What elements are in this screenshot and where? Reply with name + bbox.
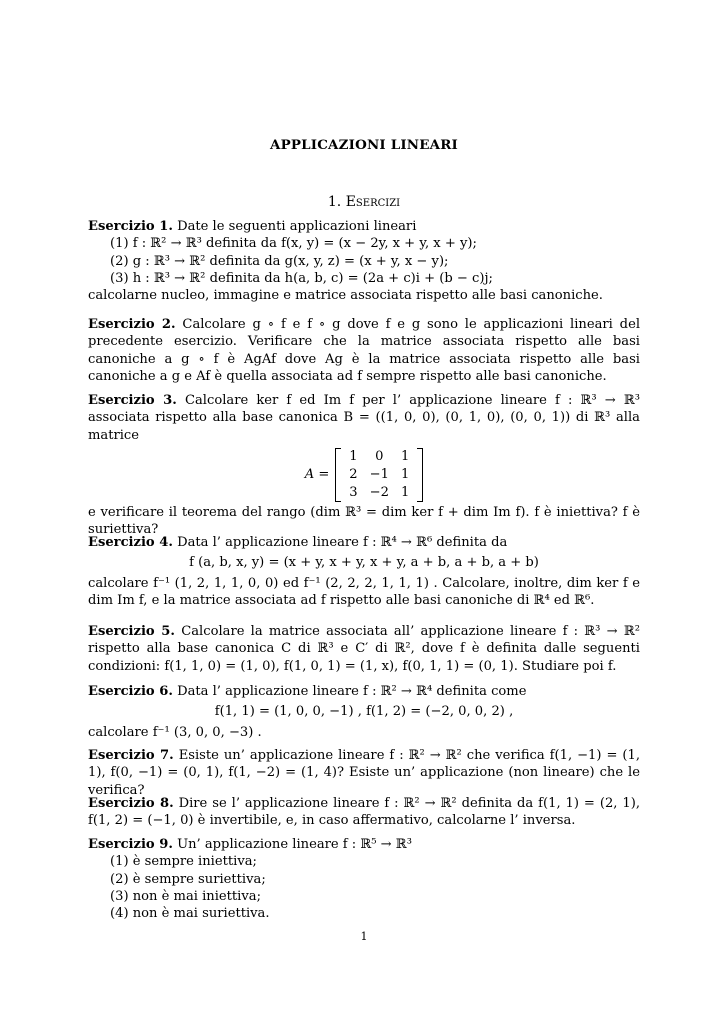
exercise-text: Data l’ applicazione lineare f : ℝ² → ℝ⁴ definita come: [177, 684, 527, 699]
exercise-label: Esercizio 4.: [88, 535, 173, 550]
exercise-8: [88, 795, 640, 830]
exercise-label: Esercizio 6.: [88, 684, 173, 699]
matrix-a: [335, 448, 423, 502]
exercise-label: Esercizio 1.: [88, 219, 173, 234]
matrix-cell: 1: [400, 449, 410, 465]
exercise-intro: Date le seguenti applicazioni lineari: [177, 219, 417, 234]
section-name: Esercizi: [345, 194, 401, 210]
item-list: [88, 235, 640, 287]
list-item: (3) non è mai iniettiva;: [110, 888, 261, 904]
list-item: (1) f : ℝ² → ℝ³ definita da f(x, y) = (x − 2y, x + y, x + y);: [110, 236, 477, 252]
exercise-label: Esercizio 7.: [88, 748, 174, 763]
exercise-7: [88, 747, 640, 799]
list-item: (4) non è mai suriettiva.: [110, 906, 270, 922]
list-item: (2) è sempre suriettiva;: [110, 871, 266, 887]
list-item: (3) h : ℝ³ → ℝ² definita da h(a, b, c) = (2a + c)i + (b − c)j;: [110, 270, 493, 286]
exercise-outro: calcolare f⁻¹ (3, 0, 0, −3) .: [88, 724, 262, 740]
matrix-cell: −2: [369, 485, 389, 501]
page-number: 1: [360, 930, 368, 943]
exercise-text: Esiste un’ applicazione lineare f : ℝ² → ℝ² che verifica f(1, −1) = (1, 1), f(0, −1) = (0, 1), f(1, −2) = (1, 4)? Esiste un’ applicazione (non lineare) che le verifica?: [88, 748, 640, 798]
exercise-label: Esercizio 2.: [88, 317, 176, 332]
matrix-cell: 0: [375, 449, 384, 465]
exercise-1: [88, 218, 640, 304]
section-heading: [88, 194, 640, 210]
display-equation: f(1, 1) = (1, 0, 0, −1) , f(1, 2) = (−2, 0, 0, 2) ,: [214, 704, 514, 720]
exercise-label: Esercizio 5.: [88, 624, 175, 639]
exercise-3: [88, 392, 640, 538]
exercise-2: [88, 316, 640, 385]
exercise-text: Dire se l’ applicazione lineare f : ℝ² → ℝ² definita da f(1, 1) = (2, 1), f(1, 2) = (−1, 0) è invertibile, e, in caso affermativo, calcolarne l’ inversa.: [88, 796, 640, 829]
exercise-text: Data l’ applicazione lineare f : ℝ⁴ → ℝ⁶ definita da: [177, 535, 508, 550]
display-equation: f (a, b, x, y) = (x + y, x + y, x + y, a + b, a + b, a + b): [189, 555, 539, 571]
exercise-text: Calcolare la matrice associata all’ applicazione lineare f : ℝ³ → ℝ² rispetto alla base canonica C di ℝ³ e C′ di ℝ², dove f è definita dalle seguenti condizioni: f(1, 1, 0) = (1, 0), f(1, 0, 1) = (1, x), f(0, 1, 1) = (0, 1). Studiare poi f.: [88, 624, 640, 674]
matrix-cell: 1: [400, 467, 410, 483]
matrix-cell: 1: [349, 449, 358, 465]
exercise-label: Esercizio 3.: [88, 393, 177, 408]
list-item: (2) g : ℝ³ → ℝ² definita da g(x, y, z) = (x + y, x − y);: [110, 253, 449, 269]
list-item: (1) è sempre iniettiva;: [110, 854, 257, 870]
exercise-label: Esercizio 9.: [88, 837, 173, 852]
exercise-text: Calcolare g ∘ f e f ∘ g dove f e g sono le applicazioni lineari del precedente esercizio. Verificare che la matrice associata rispetto alle basi canoniche a g ∘ f è AgAf dove Ag è la matrice associata rispetto alle basi canoniche a g e Af è quella associata ad f sempre rispetto alle basi canoniche.: [88, 317, 641, 384]
item-list: [88, 853, 640, 922]
matrix-display: [88, 448, 640, 502]
exercise-outro: e verificare il teorema del rango (dim ℝ³ = dim ker f + dim Im f). f è iniettiva? f è suriettiva?: [88, 504, 640, 538]
exercise-outro: calcolare f⁻¹ (1, 2, 1, 1, 0, 0) ed f⁻¹ (2, 2, 2, 1, 1, 1) . Calcolare, inoltre, dim ker f e dim Im f, e la matrice associata ad f rispetto alle basi canoniche di ℝ⁴ ed ℝ⁶.: [88, 575, 640, 608]
matrix-cell: −1: [369, 467, 389, 483]
exercise-outro: calcolarne nucleo, immagine e matrice associata rispetto alle basi canoniche.: [88, 288, 603, 304]
exercise-text: Calcolare ker f ed Im f per l’ applicazione lineare f : ℝ³ → ℝ³ associata rispetto alla base canonica B = ((1, 0, 0), (0, 1, 0), (0, 0, 1)) di ℝ³ alla matrice: [88, 393, 640, 443]
matrix-cell: 1: [400, 485, 410, 501]
exercise-5: [88, 623, 640, 675]
section-number: 1.: [327, 194, 342, 210]
exercise-label: Esercizio 8.: [88, 796, 174, 811]
matrix-cell: 3: [349, 485, 358, 501]
exercise-4: [88, 534, 640, 609]
document-title: APPLICAZIONI LINEARI: [269, 137, 459, 153]
matrix-cell: 2: [349, 467, 358, 483]
exercise-text: Un’ applicazione lineare f : ℝ⁵ → ℝ³: [177, 837, 412, 852]
exercise-9: [88, 836, 640, 922]
matrix-name: A =: [304, 467, 330, 483]
exercise-6: [88, 683, 640, 741]
